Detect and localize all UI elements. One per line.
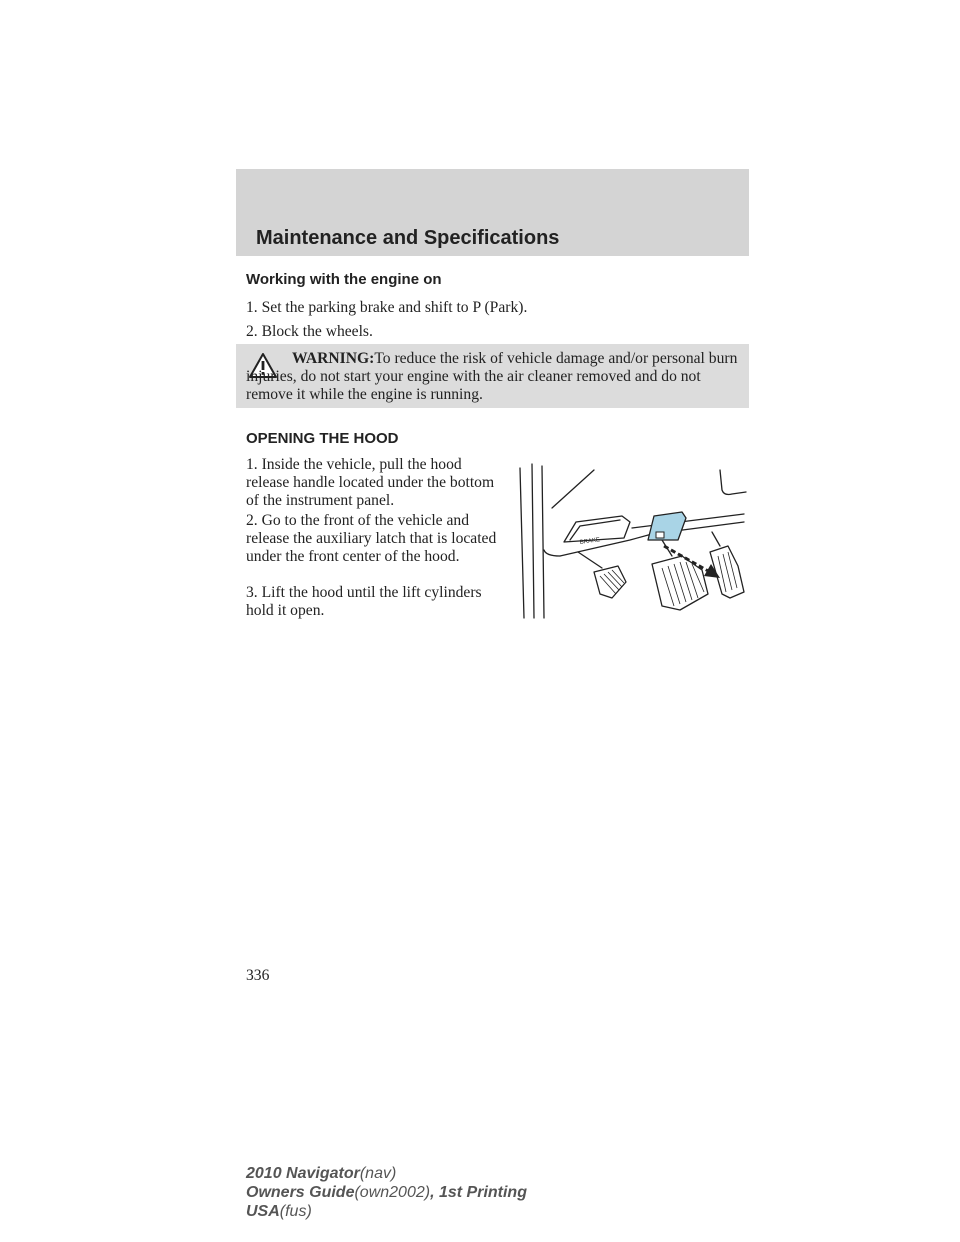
footer-guide-code: (own2002) (354, 1184, 431, 1201)
engine-on-subheading: Working with the engine on (246, 271, 442, 288)
hood-step-1: 1. Inside the vehicle, pull the hood release handle located under the bottom of the instrument panel. (246, 456, 495, 509)
engine-on-step-2: 2. Block the wheels. (246, 323, 373, 340)
footer-market: USA (246, 1203, 280, 1220)
footer-model: 2010 Navigator (246, 1165, 360, 1182)
footer-model-code: (nav) (359, 1165, 397, 1182)
warning-box (236, 344, 749, 408)
brake-handle-label: BRAKE (579, 537, 601, 546)
footer-guide: Owners Guide (246, 1184, 355, 1201)
hood-step-3: 3. Lift the hood until the lift cylinders hold it open. (246, 584, 482, 619)
page-number: 336 (246, 967, 270, 984)
hood-section-title: OPENING THE HOOD (246, 430, 399, 447)
warning-label: WARNING: (292, 350, 375, 367)
warning-text (246, 350, 741, 404)
footer-market-code: (fus) (279, 1203, 312, 1220)
section-title: Maintenance and Specifications (256, 227, 560, 249)
engine-on-step-1: 1. Set the parking brake and shift to P (Park). (246, 299, 528, 316)
footer (246, 1164, 527, 1221)
hood-step-2: 2. Go to the front of the vehicle and release the auxiliary latch that is located under the front center of the hood. (246, 512, 497, 565)
footer-printing: , 1st Printing (430, 1184, 527, 1201)
hood-release-illustration (512, 460, 752, 620)
warning-body: To reduce the risk of vehicle damage and/or personal burn injuries, do not start your engine with the air cleaner removed and do not remove it while the engine is running. (246, 350, 738, 403)
